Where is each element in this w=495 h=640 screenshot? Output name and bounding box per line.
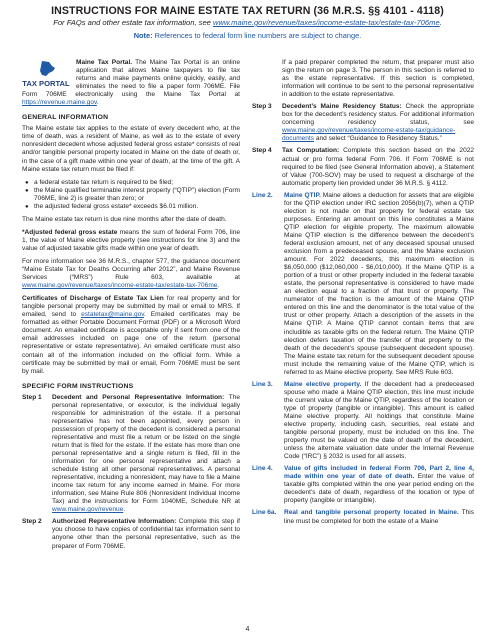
general-info-paragraph: The Maine estate tax applies to the estate of every decedent who, at the time of death, was a resident of Maine, as well as to the estate of every nonresident decedent whose adjusted federal gross estate* consists of real and/or tangible personal property located in Maine on the date of death or, in the case of a gift made within one year of death, at the time of the gift. A Maine estate tax return must be filed if: [22,125,240,173]
note-line: Note: References to federal form line numbers are subject to change. [133,31,362,40]
page-header [0,5,495,40]
list-item: ● a federal estate tax return is required to be filed; [22,179,240,187]
line-6a-instructions: Line 6a. Real and tangible personal property located in Maine. This line must be completed for both the estate of a Maine [252,509,474,525]
step-2: Step 2 Authorized Representative Information: Complete this step if you choose to have copies of confidential tax information sent to anyone other than the personal representative, such as the preparer of Form 706ME. [22,518,241,550]
more-info-paragraph: For more information see 36 M.R.S., chapter 577, the guidance document “Maine Estate Tax for Deaths Occurring after 2012”, and Maine Revenue Services (“MRS”) Rule 603, available at www.maine.gov/revenue/taxes/income-estate-tax/estate-tax-706me. [22,257,240,290]
list-item: ● the adjusted federal gross estate* exceeds $6.01 million. [22,203,240,211]
portal-heading: Maine Tax Portal. [76,59,133,66]
step-4: Step 4 Tax Computation: Complete this section based on the 2022 actual or pro forma federal Form 706. If Form 706ME is not required to be filed (see General Information above), a Statement of Value (700-SOV) may be used to request a discharge of the automatic property lien provided under 36 M.R.S. § 4112. [252,147,475,187]
portal-paragraph: TAX PORTAL Maine Tax Portal. The Maine Tax Portal is an online application that allows Maine taxpayers to file tax returns and make payments online quickly, easily, and eliminates the need to file a paper form 706ME. File Form 706ME electronically using the Maine Tax Portal at https://revenue.maine.gov. [22,59,240,107]
line-3-instructions: Line 3. Maine elective property. If the decedent had a predeceased spouse who made a Maine QTIP election, this line must include the current value of the Maine QTIP, regardless of the location or type of property (tangible or intangible). This amount is called Maine elective property. All holdings that constitute Maine elective property, including cash, securities, real estate and tangible personal property, must be included on this line. The property must be valued on the date of death of the decedent, unless the alternate valuation date under the Internal Revenue Code (“IRC”) § 2032 is used for all assets. [252,380,474,461]
page-number: 4 [245,626,250,633]
specific-form-instructions-heading: SPECIFIC FORM INSTRUCTIONS [22,382,134,390]
left-column [22,59,240,555]
maine-revenue-portal-link[interactable]: https://revenue.maine.gov [22,99,97,107]
page-subtitle: For FAQs and other estate tax information, see www.maine.gov/revenue/taxes/income-estate-tax/estate-tax-706me. [53,18,442,27]
filing-requirements-list [22,179,240,211]
due-date-paragraph: The Maine estate tax return is due nine months after the date of death. [22,215,227,223]
page-title: INSTRUCTIONS FOR MAINE ESTATE TAX RETURN (36 M.R.S. §§ 4101 - 4118) [51,5,444,17]
list-item: ● the Maine qualified terminable interest property (“QTIP”) election (Form 706ME, line 2) is greater than zero; or [22,187,240,203]
guidance-documents-link[interactable]: www.maine.gov/revenue/taxes/income-estate-tax/guidance-documents [282,127,456,143]
maine-tax-portal-logo [22,60,70,88]
estate-tax-link[interactable]: www.maine.gov/revenue/taxes/income-estate-tax/estate-tax-706me [213,18,440,27]
definition-paragraph: *Adjusted federal gross estate means the sum of federal Form 706, line 1, the value of Maine elective property (see instructions for line 3) and the value of adjusted taxable gifts made within one year of death. [22,228,240,252]
svg-text:TAX PORTAL: TAX PORTAL [22,79,70,88]
estate-tax-706me-link[interactable]: www.maine.gov/revenue/taxes/income-estate-tax/estate-tax-706me [22,282,218,290]
line-2-instructions: Line 2. Maine QTIP. Maine allows a deduction for assets that are eligible for the QTIP election under IRC section 2056(b)(7), when a QTIP election is not made on that property for federal estate tax purposes. Entering an amount on this line constitutes a Maine QTIP election for eligible property. The maximum allowable Maine QTIP election is the difference between the decedent’s federal exclusion amount, net of any deceased spousal unused exclusion from a predeceased spouse, and the Maine exclusion amount. For 2022 decedents, this maximum election is $6,050,000 ($12,060,000 - $6,010,000). If the Maine QTIP is a portion of a trust or other property included in the federal taxable estate, the personal representative is considered to have made an election equal to a fraction of that trust or property. The numerator of the fraction is the amount of the Maine QTIP entered on this line and the denominator is the total value of the trust or other property. Attach a description of the assets in the Maine QTIP. A Maine QTIP cannot contain items that are includible as taxable gifts on the federal return. The Maine QTIP election defers taxation of the transfer of that property to the death of the decedent’s spouse (subsequent decedent spouse). The Maine estate tax return for the subsequent decedent spouse must include the remaining value of the Maine QTIP, which is referred to as Maine elective property. See MRS Rule 603. [252,191,475,376]
right-column [252,59,474,530]
step-3: Step 3 Decedent’s Maine Residency Status: Check the appropriate box for the decedent’s residency status. For additional information concerning residency status, see www.maine.gov/revenue/taxes/income-estate-tax/guidance-documents and select “Guidance to Residency Status.” [252,103,474,143]
step-2-continued: If a paid preparer completed the return, that preparer must also sign the return on page 3. The person in this section is referred to as the estate representative. If this section is completed, information will continue to be sent to the personal representative in addition to the estate representative. [282,59,474,99]
certificates-paragraph: Certificates of Discharge of Estate Tax Lien for real property and for tangible personal property may be submitted by mail or email to MRS. If emailed, send to estatetax@maine.gov. Emailed certificates may be formatted as either Portable Document Format (PDF) or a Microsoft Word document. An emailed certificate is acceptable only if sent from one of the email addresses included on page one of the return (personal representative or estate representative). An emailed certificate must also contain all of the information included on the official form. While a certificate may be submitted by mail or email, Form 706ME must be sent by mail. [22,295,241,375]
maine-revenue-link[interactable]: www.maine.gov/revenue [52,506,124,514]
line-4-instructions: Line 4. Value of gifts included in federal Form 706, Part 2, line 4, made within one year of date of death. Enter the value of taxable gifts completed within the one year period ending on the decedent’s date of death, regardless of the location or type of property (tangible or intangible). [252,465,474,505]
estatetax-email-link[interactable]: estatetax@maine.gov [81,311,145,319]
step-1: Step 1 Decedent and Personal Representative Information: The personal representative, or executor, is the individual legally responsible for administration of the estate. If a personal representative has not been appointed, every person in possession of property of the decedent is considered a personal representative and must file a return or be listed on the single return that is filed for the estate. If the estate has more than one personal representative and a single return is filed, fill in the information for one personal representative and attach a schedule listing all other personal representatives. A personal representative, including a nonresident, may have to file a Maine income tax return for any income earned in Maine. For more information, see Maine Rule 806 (Nonresident Individual Income Tax) and the instructions for Form 1040ME, Schedule NR at www.maine.gov/revenue. [22,393,241,514]
general-information-heading: GENERAL INFORMATION [22,114,109,122]
maine-outline-icon [22,60,70,88]
